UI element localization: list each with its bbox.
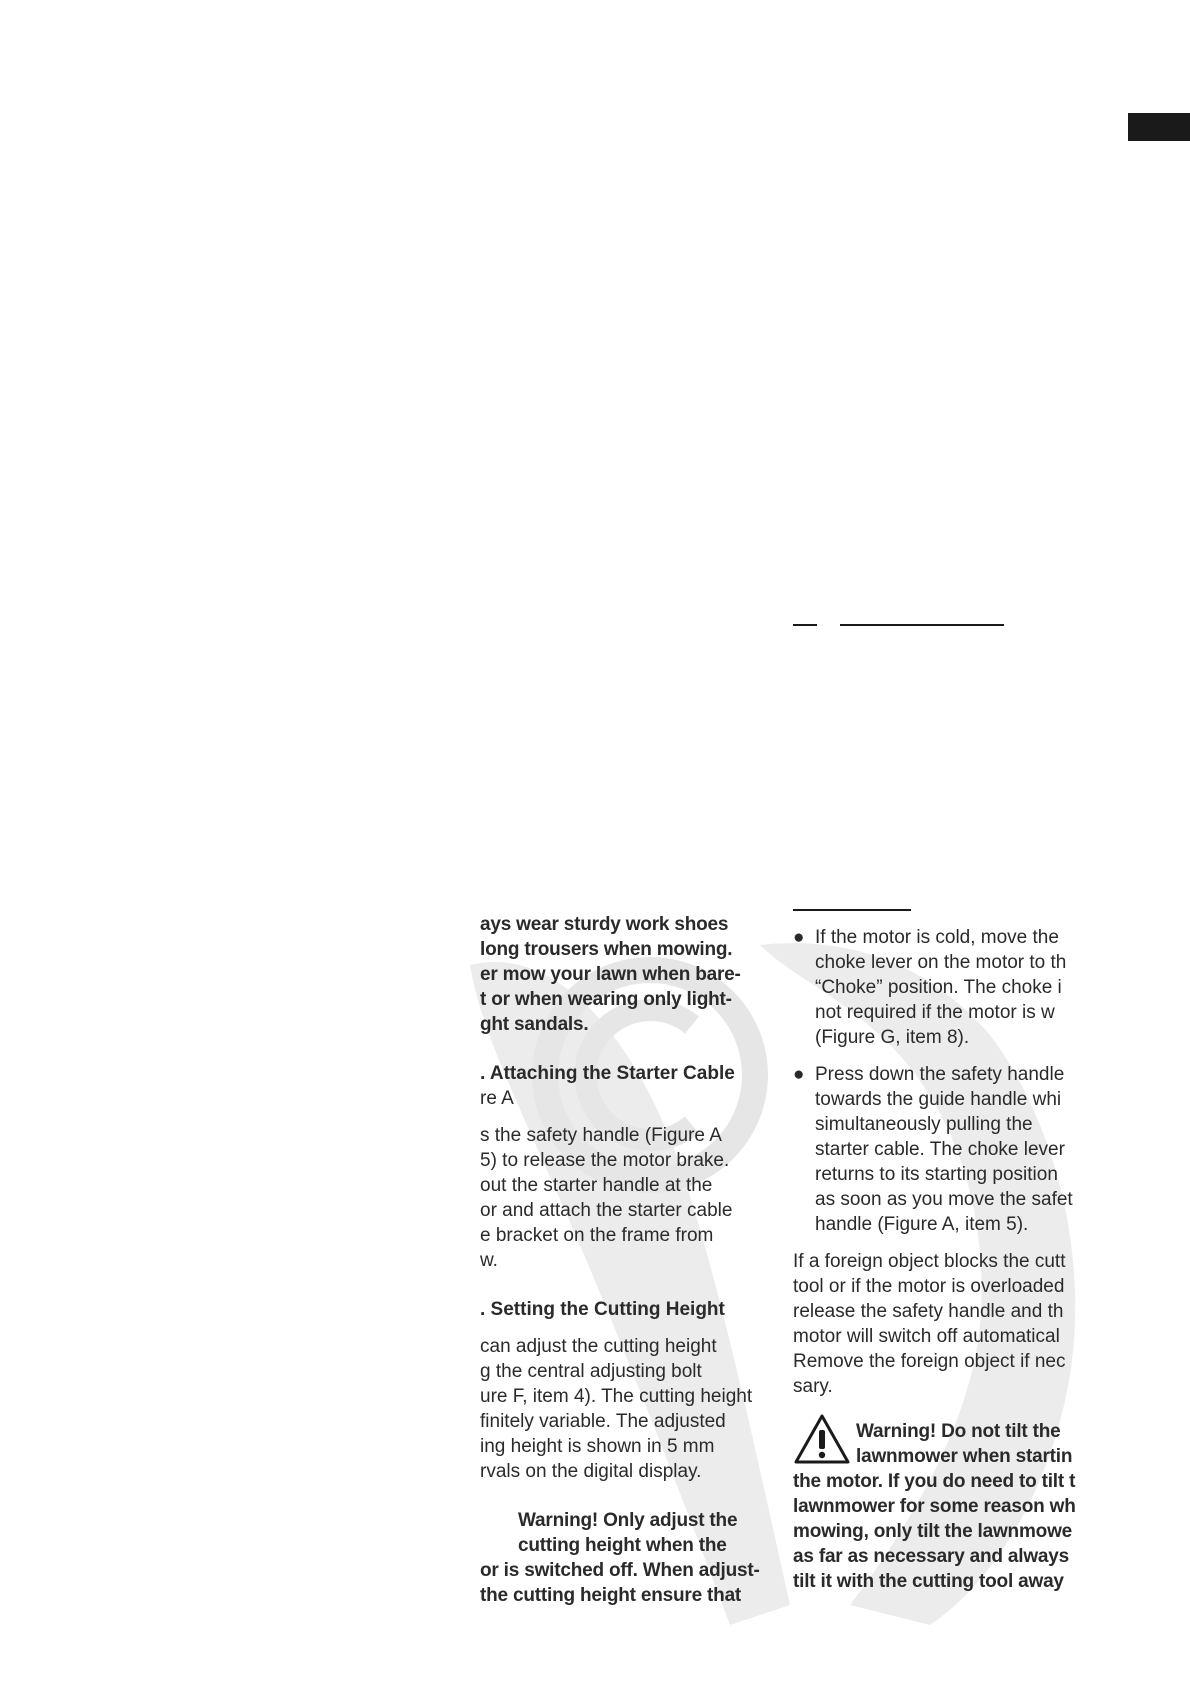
body-line: finitely variable. The adjusted — [480, 1411, 726, 1432]
warning-line: as far as necessary and always — [793, 1546, 1070, 1567]
body-line: or and attach the starter cable — [480, 1200, 733, 1221]
warning-line: lawnmower when startin — [856, 1446, 1073, 1467]
bold-intro-line: er mow your lawn when bare- — [480, 964, 741, 985]
warning-line: Warning! Do not tilt the — [856, 1421, 1061, 1442]
bullet-line: returns to its starting position — [815, 1164, 1058, 1185]
warning-triangle-icon — [793, 1413, 851, 1465]
warning-line: tilt it with the cutting tool away — [793, 1571, 1064, 1592]
bullet-dot-icon: ● — [793, 927, 805, 948]
warning-line: or is switched off. When adjust- — [480, 1560, 760, 1581]
body-line: can adjust the cutting height — [480, 1336, 717, 1357]
body-line: out the starter handle at the — [480, 1175, 713, 1196]
bullet-line: simultaneously pulling the — [815, 1114, 1033, 1135]
body-line: ing height is shown in 5 mm — [480, 1436, 715, 1457]
bold-intro-line: ays wear sturdy work shoes — [480, 914, 729, 935]
bullet-line: “Choke” position. The choke i — [815, 977, 1062, 998]
warning-line: mowing, only tilt the lawnmowe — [793, 1521, 1073, 1542]
warning-line: lawnmower for some reason wh — [793, 1496, 1076, 1517]
paragraph-line: Remove the foreign object if nec — [793, 1351, 1066, 1372]
language-tab-marker — [1128, 113, 1190, 141]
body-line: w. — [480, 1250, 498, 1271]
right-column — [793, 925, 1093, 1594]
body-line: s the safety handle (Figure A — [480, 1125, 722, 1146]
bullet-line: not required if the motor is w — [815, 1002, 1055, 1023]
body-line: 5) to release the motor brake. — [480, 1150, 730, 1171]
body-line: g the central adjusting bolt — [480, 1361, 702, 1382]
warning-line: cutting height when the — [518, 1535, 727, 1556]
warning-line: Warning! Only adjust the — [518, 1510, 738, 1531]
section-heading-cutting-height: . Setting the Cutting Height — [480, 1299, 725, 1320]
bullet-line: If the motor is cold, move the — [815, 927, 1059, 948]
body-line: rvals on the digital display. — [480, 1461, 702, 1482]
divider-rule-right-top-a — [793, 624, 817, 626]
paragraph-line: sary. — [793, 1376, 833, 1397]
bold-intro-line: t or when wearing only light- — [480, 989, 732, 1010]
bold-intro-line: long trousers when mowing. — [480, 939, 733, 960]
body-line: ure F, item 4). The cutting height — [480, 1386, 753, 1407]
left-column — [480, 912, 780, 1608]
section-heading-attach-starter: . Attaching the Starter Cable — [480, 1063, 735, 1084]
warning-line: the motor. If you do need to tilt t — [793, 1471, 1076, 1492]
bullet-item-safety-handle — [793, 1062, 1093, 1237]
divider-rule-right-top-b — [840, 624, 1004, 626]
bullet-line: as soon as you move the safet — [815, 1189, 1073, 1210]
paragraph-line: tool or if the motor is overloaded — [793, 1276, 1065, 1297]
bullet-line: towards the guide handle whi — [815, 1089, 1062, 1110]
paragraph-line: release the safety handle and th — [793, 1301, 1064, 1322]
body-line: e bracket on the frame from — [480, 1225, 714, 1246]
paragraph-line: If a foreign object blocks the cutt — [793, 1251, 1066, 1272]
paragraph-line: motor will switch off automatical — [793, 1326, 1060, 1347]
bullet-line: handle (Figure A, item 5). — [815, 1214, 1029, 1235]
bullet-line: choke lever on the motor to th — [815, 952, 1067, 973]
bullet-item-choke — [793, 925, 1093, 1050]
bullet-line: starter cable. The choke lever — [815, 1139, 1065, 1160]
divider-rule-right-section — [793, 909, 911, 911]
warning-line: the cutting height ensure that — [480, 1585, 742, 1606]
section-subheading: re A — [480, 1088, 514, 1109]
bullet-line: (Figure G, item 8). — [815, 1027, 970, 1048]
bold-intro-line: ght sandals. — [480, 1014, 589, 1035]
bullet-line: Press down the safety handle — [815, 1064, 1065, 1085]
bullet-dot-icon: ● — [793, 1064, 805, 1085]
